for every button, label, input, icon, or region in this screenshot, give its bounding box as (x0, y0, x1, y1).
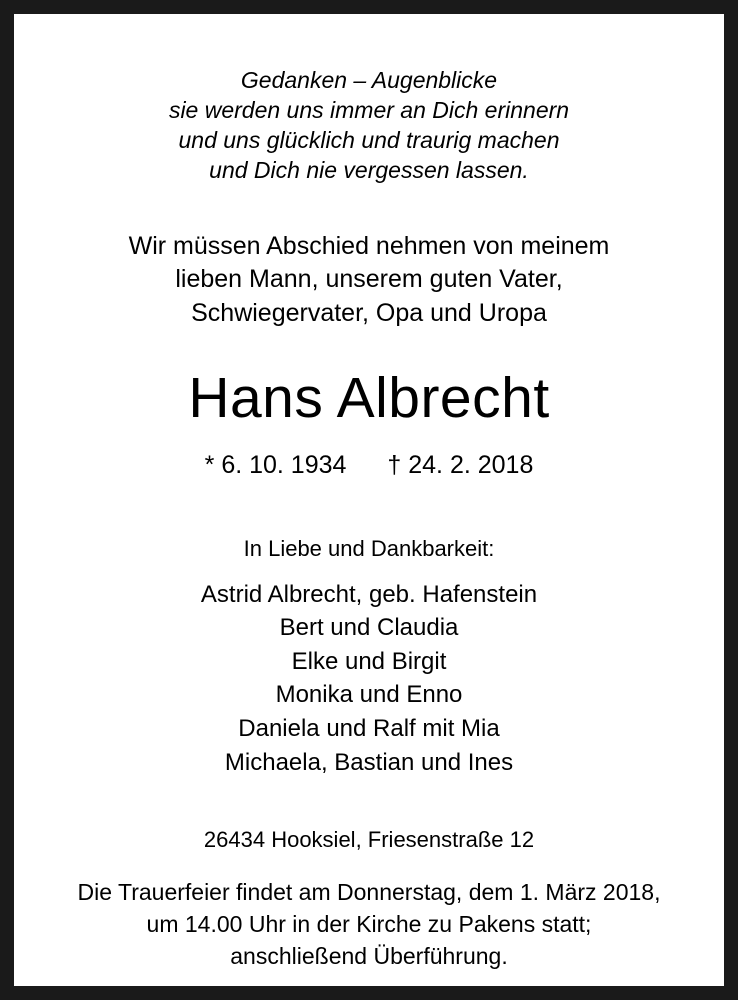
announcement-line-1: Wir müssen Abschied nehmen von meinem (128, 231, 610, 260)
announcement-line-3: Schwiegervater, Opa und Uropa (191, 299, 547, 328)
poem-line-1: Gedanken – Augenblicke (240, 67, 498, 93)
survivor-line-5: Daniela und Ralf mit Mia (238, 715, 500, 743)
funeral-service-details (78, 877, 661, 972)
poem-line-3: und uns glücklich und traurig machen (178, 126, 560, 153)
memorial-poem (169, 66, 569, 186)
survivor-line-1: Astrid Albrecht, geb. Hafenstein (200, 580, 538, 608)
survivor-line-3: Elke und Birgit (291, 647, 447, 675)
service-line-2: um 14.00 Uhr in der Kirche zu Pakens statt; (146, 910, 592, 937)
life-dates (205, 451, 534, 480)
birth-star-icon: * (204, 450, 215, 479)
poem-line-4: und Dich nie vergessen lassen. (209, 156, 529, 183)
birth-date-group (205, 451, 354, 479)
announcement-text (129, 230, 610, 331)
gratitude-heading: In Liebe und Dankbarkeit: (243, 535, 495, 561)
address-text: 26434 Hooksiel, Friesenstraße 12 (203, 827, 535, 853)
death-date: 24. 2. 2018 (408, 450, 534, 479)
death-date-group (387, 451, 533, 479)
survivor-line-6: Michaela, Bastian und Ines (224, 748, 514, 776)
deceased-name: Hans Albrecht (188, 365, 550, 430)
service-line-3: anschließend Überführung. (230, 942, 508, 969)
survivor-line-2: Bert und Claudia (279, 614, 459, 642)
survivors-list (201, 578, 537, 780)
cross-icon: † (387, 450, 402, 479)
survivor-line-4: Monika und Enno (275, 681, 463, 709)
birth-date: 6. 10. 1934 (221, 450, 347, 479)
announcement-line-2: lieben Mann, unserem guten Vater, (175, 265, 563, 294)
poem-line-2: sie werden uns immer an Dich erinnern (168, 96, 570, 123)
service-line-1: Die Trauerfeier findet am Donnerstag, dem 1. März 2018, (77, 879, 661, 906)
